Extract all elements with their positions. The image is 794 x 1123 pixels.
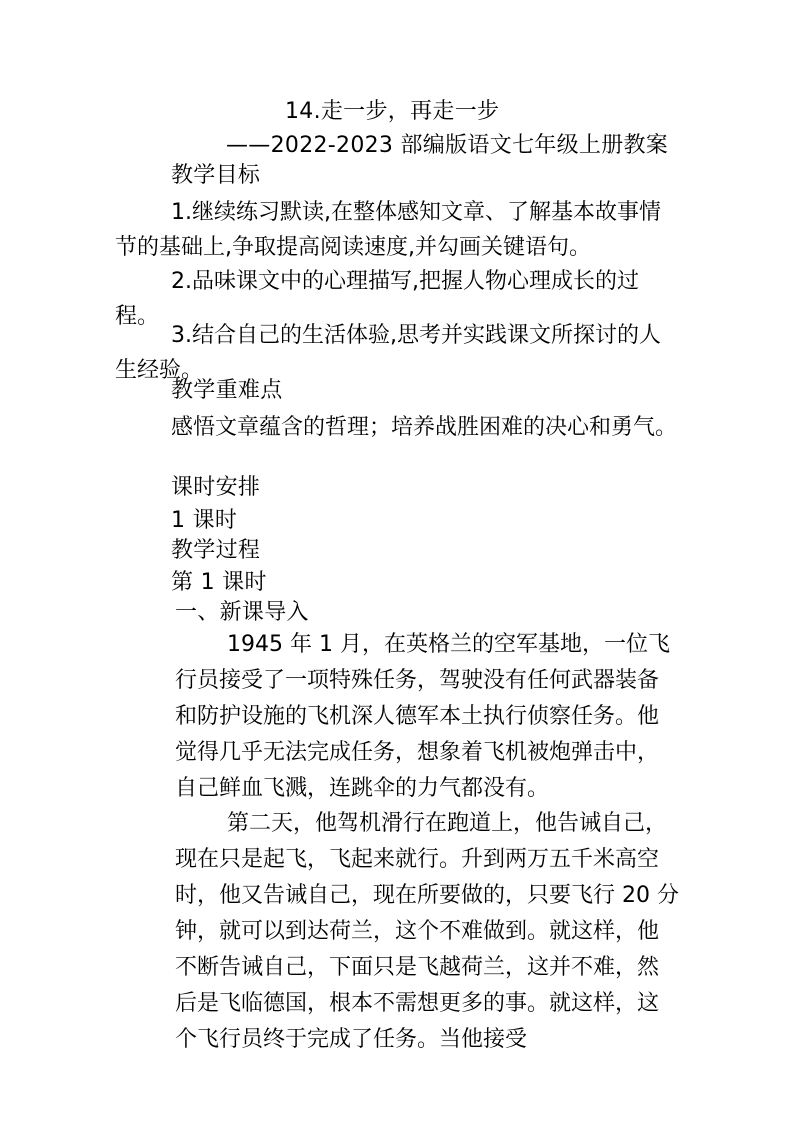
goal-item-3: 3.结合自己的生活体验,思考并实践课文所探讨的人生经验。 <box>115 323 661 383</box>
goal-item-1: 1.继续练习默读,在整体感知文章、了解基本故事情节的基础上,争取提高阅读速度,并勾画关键语句。 <box>115 200 661 260</box>
lesson-label: 第 1 课时 <box>171 570 267 595</box>
goal-item-2: 2.品味课文中的心理描写,把握人物心理成长的过程。 <box>115 269 639 329</box>
arrangement-heading: 课时安排 <box>171 475 261 500</box>
goals-heading: 教学目标 <box>171 163 261 188</box>
section-heading-intro: 一、新课导入 <box>175 600 309 625</box>
key-points-heading: 教学重难点 <box>171 378 283 403</box>
intro-paragraph-2: 第二天，他驾机滑行在跑道上，他告诫自己，现在只是起飞，飞起来就行。升到两万五千米高空时，他又告诫自己，现在所要做的，只要飞行 20 分钟，就可以到达荷兰，这个不难做到。就这样，他不断告诫自己，下面只是飞越荷兰，这并不难，然后是飞临德国，根本不需想更多的事。就这样，这个飞行员终于完成了任务。当他接受 <box>175 811 679 1052</box>
document-title: 14.走一步，再走一步 <box>285 99 500 124</box>
process-heading: 教学过程 <box>171 538 261 563</box>
document-subtitle: ——2022-2023 部编版语文七年级上册教案 <box>226 133 669 158</box>
key-points-text: 感悟文章蕴含的哲理；培养战胜困难的决心和勇气。 <box>171 415 678 440</box>
intro-paragraph-1: 1945 年 1 月，在英格兰的空军基地，一位飞行员接受了一项特殊任务，驾驶没有任何武器装备和防护设施的飞机深人德军本土执行侦察任务。他觉得几乎无法完成任务，想象着飞机被炮弹击中，自己鲜血飞溅，连跳伞的力气都没有。 <box>175 632 670 801</box>
arrangement-text: 1 课时 <box>171 508 238 533</box>
